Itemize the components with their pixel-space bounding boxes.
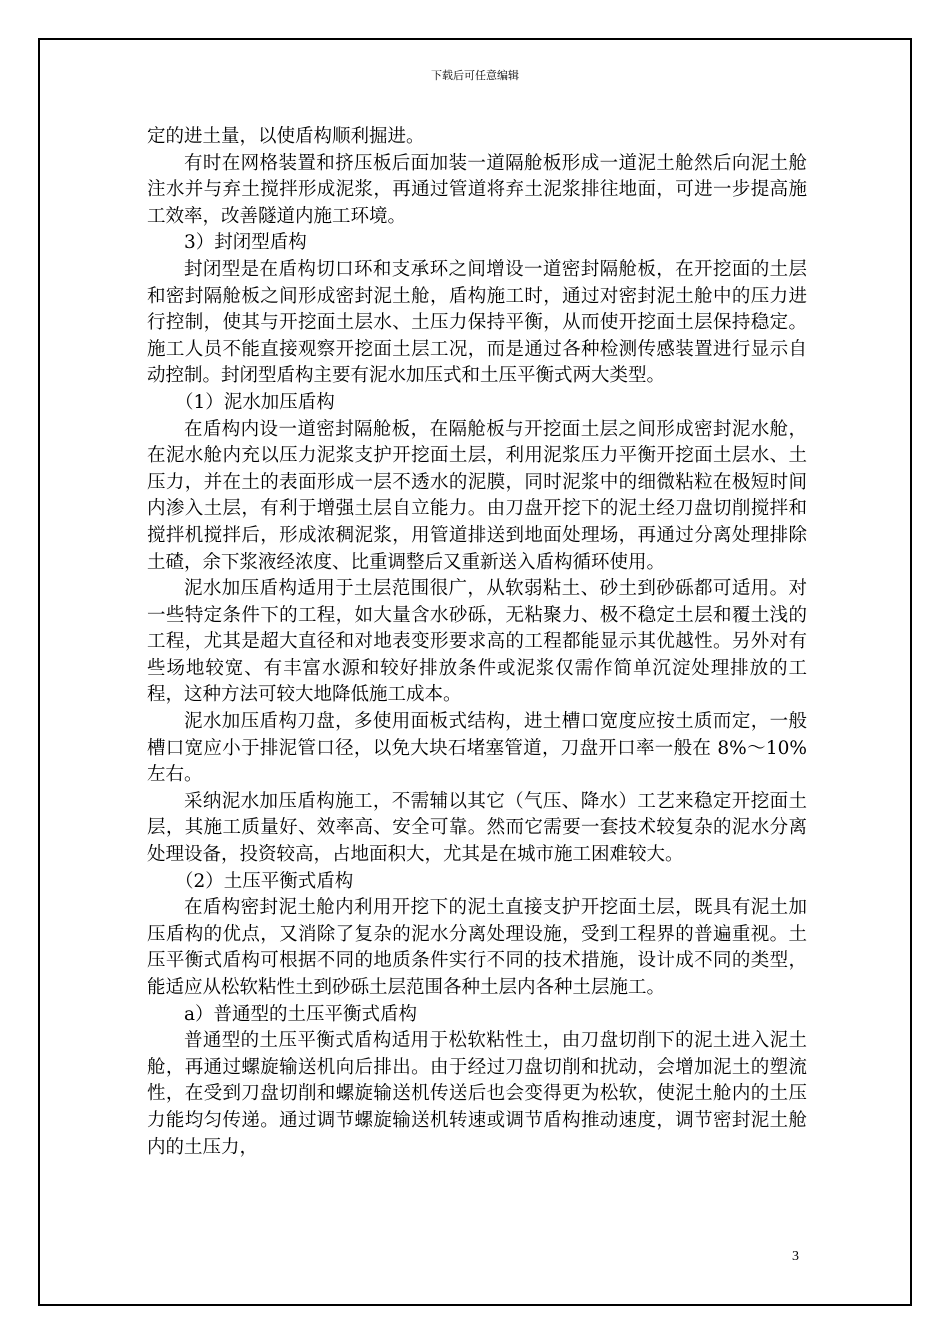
paragraph-6: 泥水加压盾构刀盘，多使用面板式结构，进土槽口宽度应按土质而定，一般槽口宽应小于排泥管口径，以免大块石堵塞管道，刀盘开口率一般在 8%～10%左右。	[147, 711, 807, 786]
paragraph-3: 封闭型是在盾构切口环和支承环之间增设一道密封隔舱板，在开挖面的土层和密封隔舱板之间形成密封泥土舱，盾构施工时，通过对密封泥土舱中的压力进行控制，使其与开挖面土层水、土压力保持平衡，从而使开挖面土层保持稳定。施工人员不能直接观察开挖面土层工况，而是通过各种检测传感装置进行显示自动控制。封闭型盾构主要有泥水加压式和土压平衡式两大类型。	[147, 258, 807, 387]
subsection-heading-a: a）普通型的土压平衡式盾构	[184, 1003, 418, 1025]
section-heading-3: 3）封闭型盾构	[184, 232, 307, 254]
header-note: 下载后可任意编辑	[431, 69, 519, 82]
paragraph-4: 在盾构内设一道密封隔舱板，在隔舱板与开挖面土层之间形成密封泥水舱，在泥水舱内充以压力泥浆支护开挖面土层，利用泥浆压力平衡开挖面土层水、土压力，并在土的表面形成一层不透水的泥膜，同时泥浆中的细微粘粒在极短时间内渗入土层，有利于增强土层自立能力。由刀盘开挖下的泥土经刀盘切削搅拌和搅拌机搅拌后，形成浓稠泥浆，用管道排送到地面处理场，再通过分离处理排除土碴，余下浆液经浓度、比重调整后又重新送入盾构循环使用。	[147, 418, 807, 573]
paragraph-5: 泥水加压盾构适用于土层范围很广，从软弱粘土、砂土到砂砾都可适用。对一些特定条件下的工程，如大量含水砂砾，无粘聚力、极不稳定土层和覆土浅的工程，尤其是超大直径和对地表变形要求高的工程都能显示其优越性。另外对有些场地较宽、有丰富水源和较好排放条件或泥浆仅需作简单沉淀处理排放的工程，这种方法可较大地降低施工成本。	[147, 578, 807, 706]
paragraph-8: 在盾构密封泥土舱内利用开挖下的泥土直接支护开挖面土层，既具有泥土加压盾构的优点，又消除了复杂的泥水分离处理设施，受到工程界的普遍重视。土压平衡式盾构可根据不同的地质条件实行不同的技术措施，设计成不同的类型，能适应从松软粘性土到砂砾土层范围各种土层内各种土层施工。	[147, 897, 807, 998]
paragraph-9: 普通型的土压平衡式盾构适用于松软粘性土，由刀盘切削下的泥土进入泥土舱，再通过螺旋输送机向后排出。由于经过刀盘切削和扰动，会增加泥土的塑流性，在受到刀盘切削和螺旋输送机传送后也会变得更为松软，使泥土舱内的土压力能均匀传递。通过调节螺旋输送机转速或调节盾构推动速度，调节密封泥土舱内的土压力，	[147, 1030, 807, 1158]
page-number: 3	[792, 1249, 799, 1264]
subsection-heading-1: （1）泥水加压盾构	[175, 391, 335, 413]
paragraph-2: 有时在网格装置和挤压板后面加装一道隔舱板形成一道泥土舱然后向泥土舱注水并与弃土搅拌形成泥浆，再通过管道将弃土泥浆排往地面，可进一步提高施工效率，改善隧道内施工环境。	[147, 152, 807, 227]
document-body	[147, 124, 807, 1161]
paragraph-7: 采纳泥水加压盾构施工，不需辅以其它（气压、降水）工艺来稳定开挖面土层，其施工质量好、效率高、安全可靠。然而它需要一套技术较复杂的泥水分离处理设备，投资较高，占地面积大，尤其是在城市施工困难较大。	[147, 790, 807, 866]
subsection-heading-2: （2）土压平衡式盾构	[175, 870, 354, 892]
paragraph-1: 定的进土量，以使盾构顺利掘进。	[147, 126, 425, 147]
